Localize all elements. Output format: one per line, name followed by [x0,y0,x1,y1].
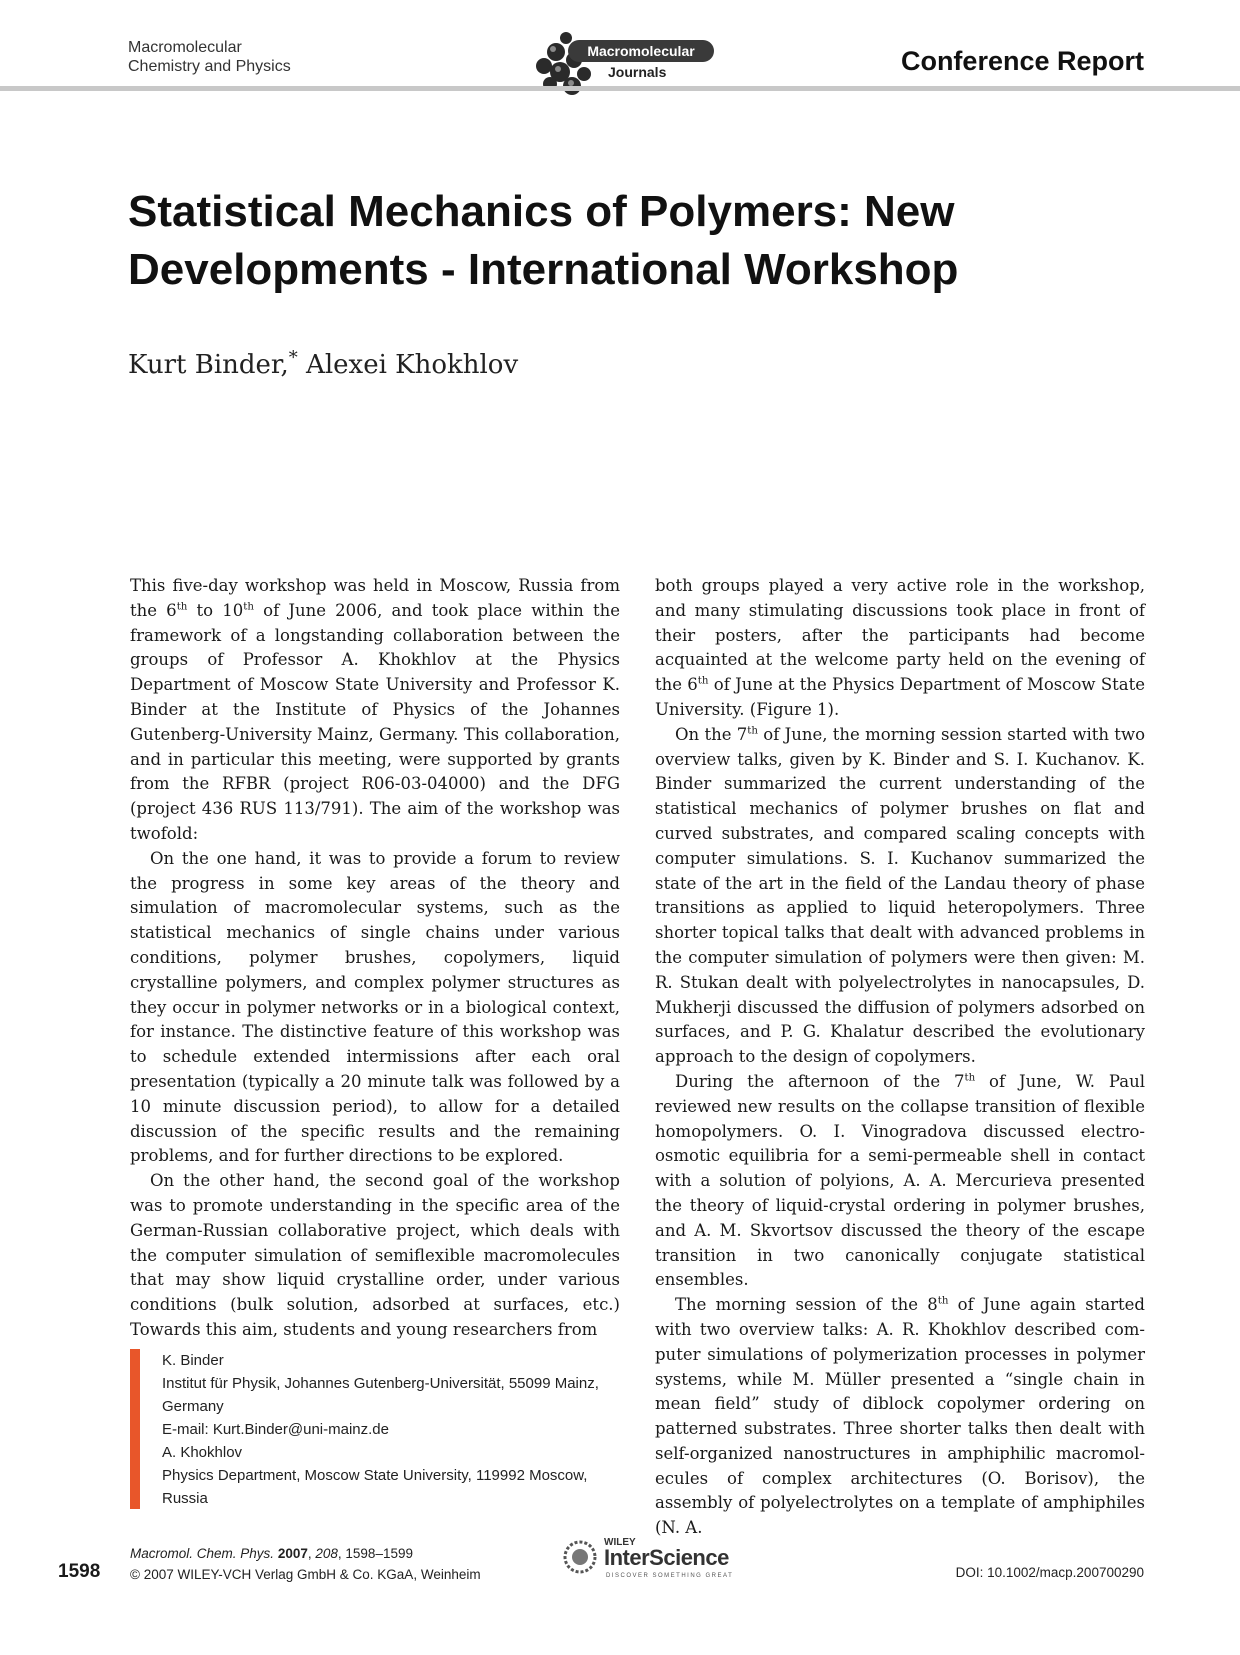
corresponding-mark: * [288,347,298,369]
journal-name-line2: Chemistry and Physics [128,58,291,75]
wiley-tagline: DISCOVER SOMETHING GREAT [606,1573,734,1579]
paragraph: both groups played a very active role in the workshop, and many stimulating discussions took place in front of their posters, after the participants had become acquainted at the welcome party held on the evening of the 6th of June at the Physics Department of Moscow State University. (Figure 1). [655,576,1145,719]
paragraph: On the one hand, it was to provide a forum to review the progress in some key areas of the theory and simulation of macromolecular systems, such as the statistical mechanics of single chains under various conditions, polymer brushes, copolymers, liquid crystalline polymers, and complex polymer structures as they occur in polymer networks or in a biological context, for instance. The distinctive feature of this workshop was to schedule extended intermissions after each oral presentation (typically a 20 minute talk was followed by a 10 minute discussion period), to allow for a detailed discussion of the specific results and the remaining problems, and for further directions to be explored. [130,848,620,1166]
paragraph: On the other hand, the second goal of the workshop was to promote understanding in the specific area of the German-Russian collaborative project, which deals with the computer simulation of semiflexible macromolecules that may show liquid crystalline order, under various conditions (bulk solution, adsorbed at surfaces, etc.) Towards this aim, students and young researchers from [130,1171,620,1339]
macromolecular-journals-logo [530,22,720,104]
paragraph: During the afternoon of the 7th of June, W. Paul reviewed new results on the collapse transition of flexible homopolymers. O. I. Vinogradova discussed electro-osmotic equilibria for a semi-permeable shell in contact with a solution of polyions, A. A. Mercurieva presented the theory of liquid-crystal ordering in polymer brushes, and A. M. Skvortsov discussed the theory of the escape transition in two canonically conjugate statistical ensembles. [655,1071,1145,1290]
page-number: 1598 [58,1561,101,1582]
journal-name-line1: Macromolecular [128,39,242,56]
citation [130,1543,481,1585]
paragraph: The morning session of the 8th of June again started with two overview talks: A. R. Khokhlov described computer simulations of polymerization processes in polymer systems, while M. Müller presented a “single chain in mean field” study of diblock copolymer ordering on patterned substrates. Three shorter talks then dealt with self-organized nanostructures in amphiphilic macromolecules of complex architectures (O. Borisov), the assembly of polyelectrolytes on a template of amphiphiles (N. A. [655,1295,1145,1538]
body-column-right [655,574,1145,1541]
article-title: Statistical Mechanics of Polymers: New Developments - International Workshop [128,187,959,294]
molecule-icon [530,22,610,104]
author-khokhlov: Alexei Khokhlov [297,350,519,380]
citation-line: Macromol. Chem. Phys. 2007, 208, 1598–1599 [130,1546,413,1561]
wiley-interscience-logo [560,1535,750,1583]
paragraph: This five-day workshop was held in Moscow, Russia from the 6th to 10th of June 2006, and took place within the framework of a longstanding collaboration between the groups of Professor A. Khokhlov at the Physics Department of Moscow State University and Professor K. Binder at the Institute of Physics of the Johannes Gutenberg-University Mainz, Germany. This collaboration, and in particular this meeting, were supported by grants from the RFBR (project R06-03-04000) and the DFG (project 436 RUS 113/791). The aim of the workshop was twofold: [130,576,620,843]
logo-bottom-label: Journals [608,64,667,80]
doi[interactable]: DOI: 10.1002/macp.200700290 [955,1565,1144,1580]
affiliation-name: A. Khokhlov [162,1444,243,1461]
copyright: © 2007 WILEY-VCH Verlag GmbH & Co. KGaA, Weinheim [130,1567,481,1582]
body-column-left [130,574,620,1343]
author-affiliations [130,1349,620,1509]
header-rule [0,86,1240,91]
interscience-label: InterScience [604,1545,729,1570]
section-label: Conference Report [900,46,1144,76]
globe-icon [560,1537,600,1577]
affiliation-name: K. Binder [162,1352,224,1369]
author-line [128,347,519,380]
author-binder: Kurt Binder, [128,350,289,380]
affiliation-address: Institut für Physik, Johannes Gutenberg-Universität, 55099 Mainz, Germany [162,1375,599,1415]
logo-top-label: Macromolecular [568,40,714,62]
affiliation-address: Physics Department, Moscow State University, 119992 Moscow, Russia [162,1467,588,1507]
paragraph: On the 7th of June, the morning session started with two overview talks, given by K. Binder and S. I. Kuchanov. K. Binder summarized the current understanding of the statistical mechanics of polymer brushes on flat and curved substrates, and compared scaling concepts with computer simulations. S. I. Kuchanov summarized the state of the art in the field of the Landau theory of phase transitions as applied to liquid heteropolymers. Three shorter topical talks that dealt with advanced problems in the computer simulation of polymers were then given: M. R. Stukan dealt with polyelectrolytes in nanocapsules, D. Mukherji discussed the diffusion of polymers adsorbed on surfaces, and P. G. Khalatur described the evolutionary approach to the design of copolymers. [655,724,1145,1067]
wiley-label: WILEY [604,1537,636,1548]
journal-name [128,38,291,76]
affiliation-email[interactable]: E-mail: Kurt.Binder@uni-mainz.de [162,1421,389,1438]
